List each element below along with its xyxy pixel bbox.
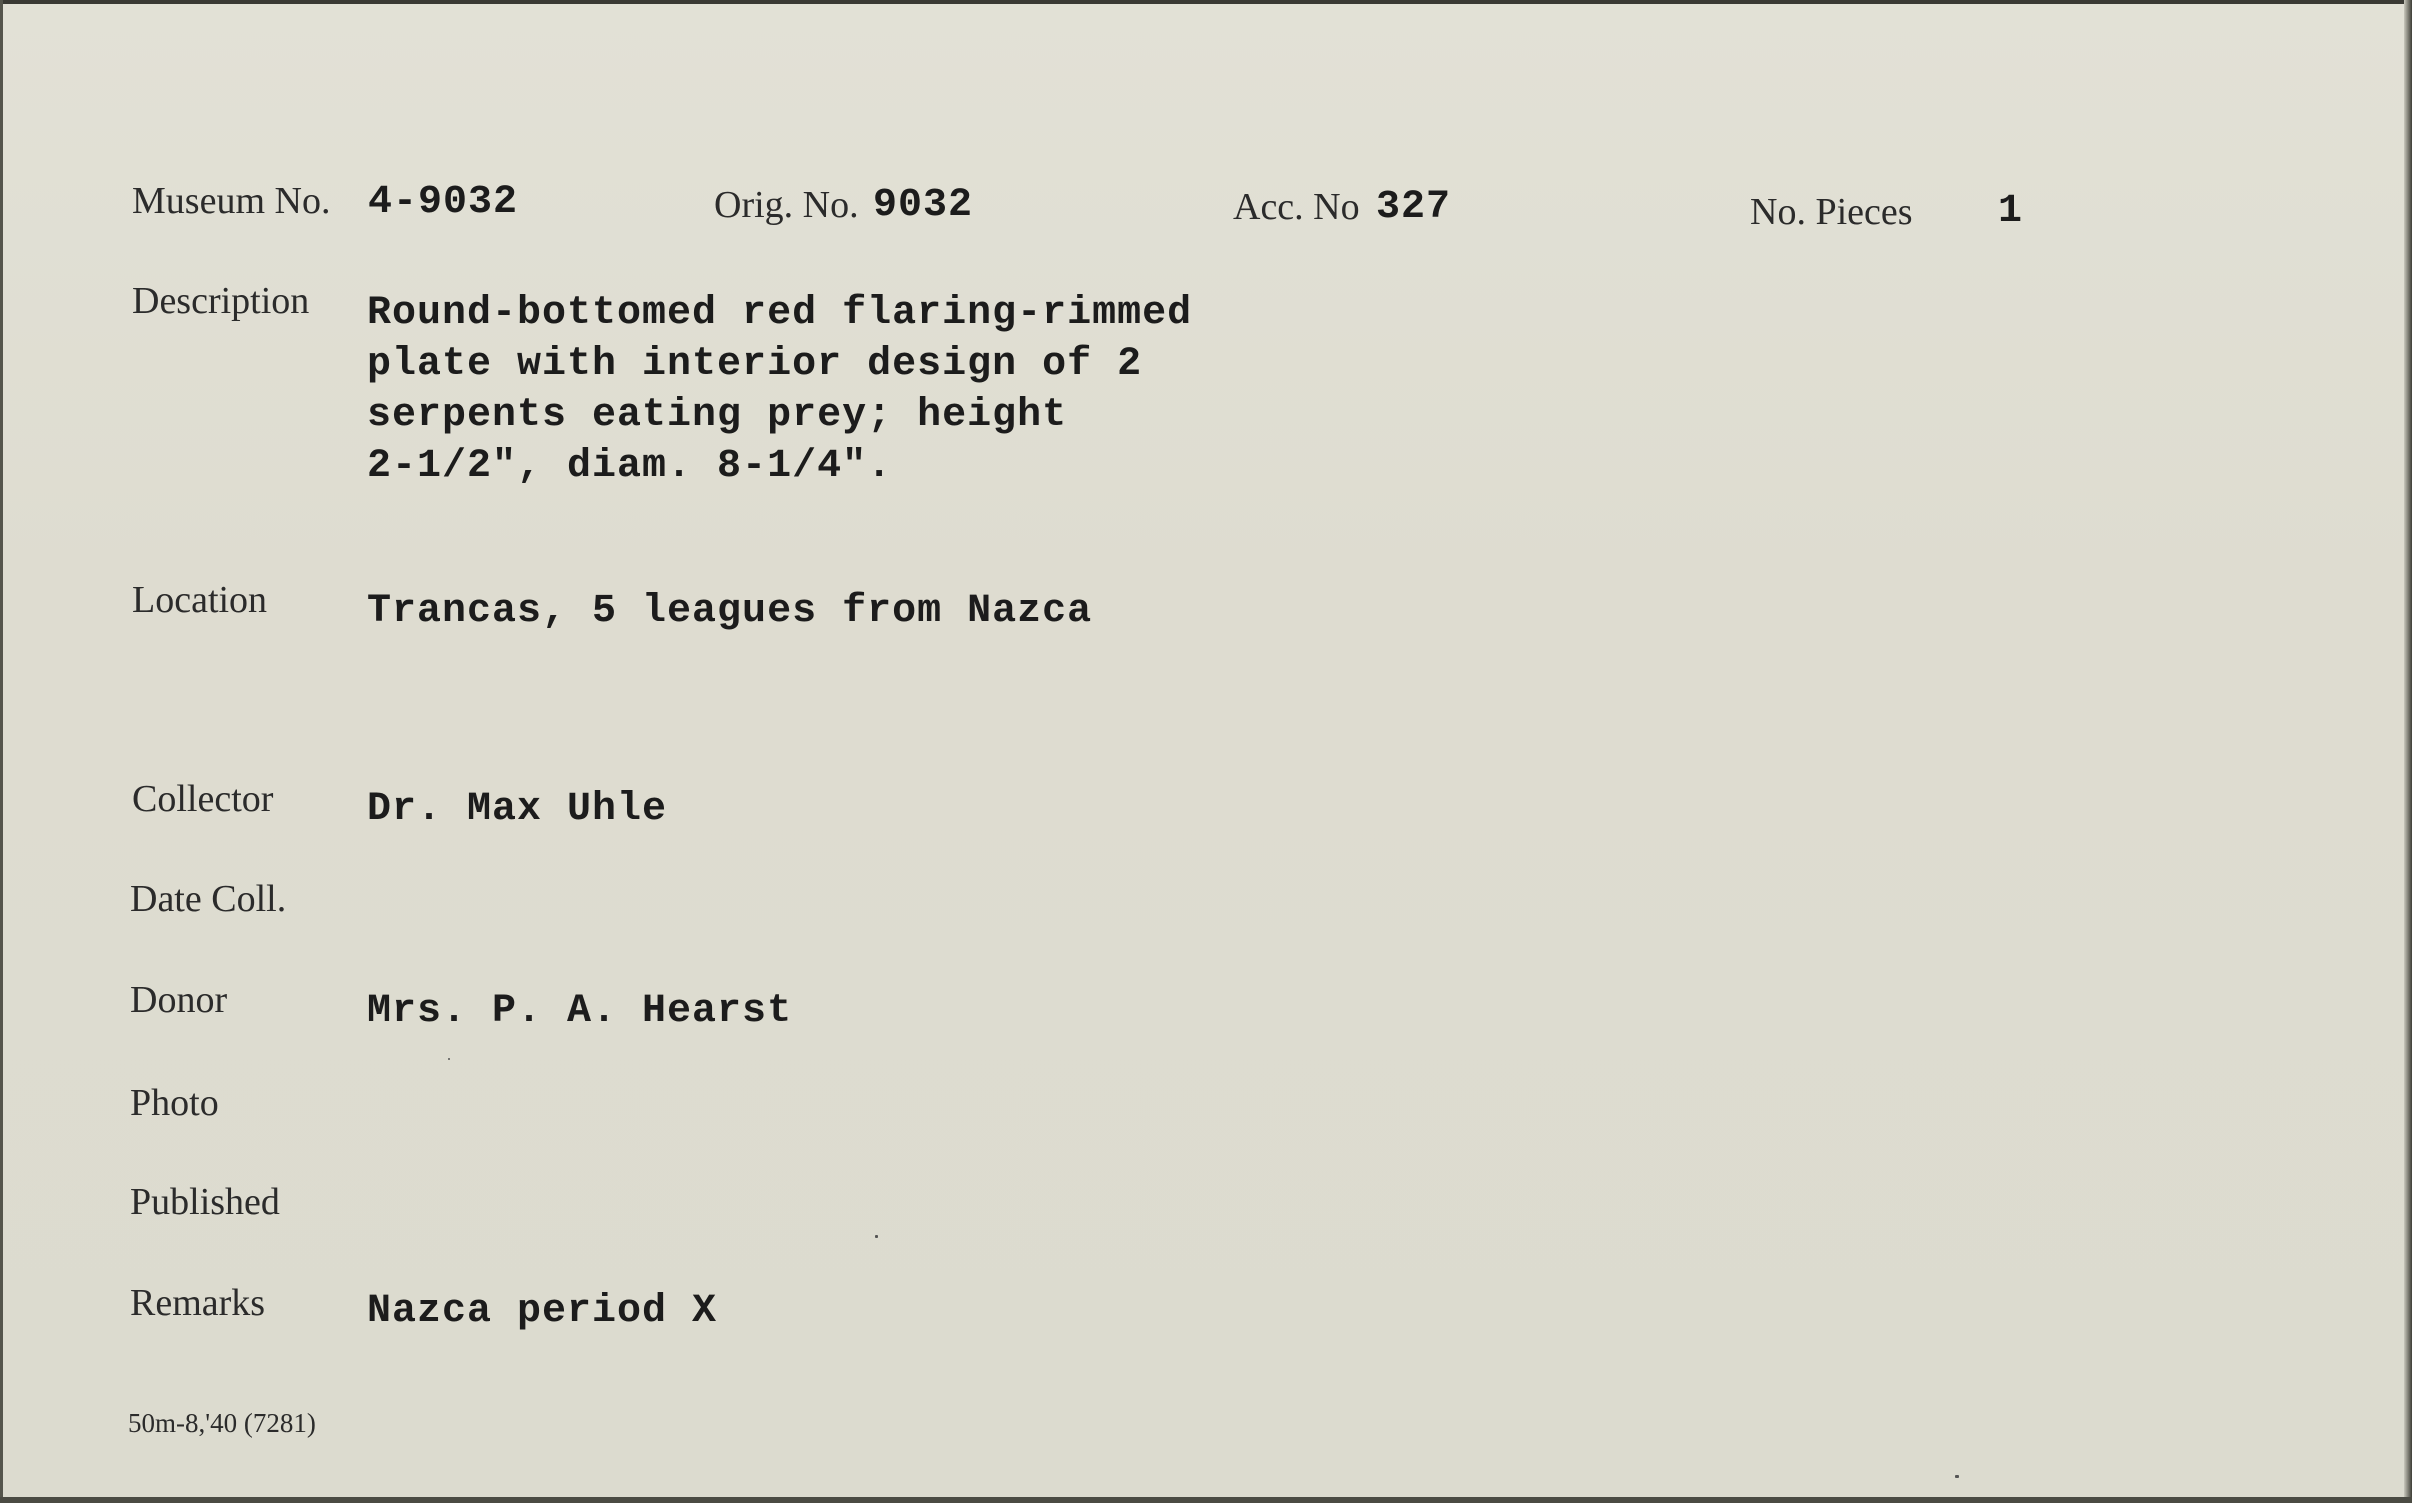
date-coll-label: Date Coll. xyxy=(130,878,287,920)
collector-value: Dr. Max Uhle xyxy=(367,787,668,832)
card-edge-top xyxy=(0,0,2412,4)
donor-value: Mrs. P. A. Hearst xyxy=(367,989,793,1034)
collector-label: Collector xyxy=(132,778,274,820)
scan-speck xyxy=(1955,1475,1959,1478)
remarks-label: Remarks xyxy=(130,1282,266,1324)
acc-no-label: Acc. No xyxy=(1233,186,1360,228)
no-pieces-label: No. Pieces xyxy=(1750,191,1913,233)
description-line: serpents eating prey; height xyxy=(367,393,1068,438)
remarks-value: Nazca period X xyxy=(367,1289,718,1334)
acc-no-value: 327 xyxy=(1376,185,1452,230)
published-label: Published xyxy=(130,1181,280,1223)
card-print-code: 50m-8,'40 (7281) xyxy=(128,1408,316,1438)
description-label: Description xyxy=(132,280,310,322)
location-value: Trancas, 5 leagues from Nazca xyxy=(367,589,1093,634)
photo-label: Photo xyxy=(130,1082,219,1124)
museum-no-label: Museum No. xyxy=(132,180,331,222)
card-edge-right xyxy=(2404,0,2412,1503)
orig-no-value: 9032 xyxy=(873,183,974,228)
card-edge-left xyxy=(0,0,3,1503)
description-line: 2-1/2", diam. 8-1/4". xyxy=(367,444,893,489)
card-edge-bottom xyxy=(0,1497,2412,1503)
no-pieces-value: 1 xyxy=(1998,189,2024,234)
location-label: Location xyxy=(132,579,268,621)
description-line: Round-bottomed red flaring-rimmed xyxy=(367,291,1193,336)
description-line: plate with interior design of 2 xyxy=(367,342,1143,387)
description-text xyxy=(367,288,1192,492)
scan-speck xyxy=(875,1235,878,1238)
scan-speck xyxy=(448,1058,450,1060)
museum-no-value: 4-9032 xyxy=(368,180,519,225)
orig-no-label: Orig. No. xyxy=(714,184,859,226)
donor-label: Donor xyxy=(130,979,228,1021)
